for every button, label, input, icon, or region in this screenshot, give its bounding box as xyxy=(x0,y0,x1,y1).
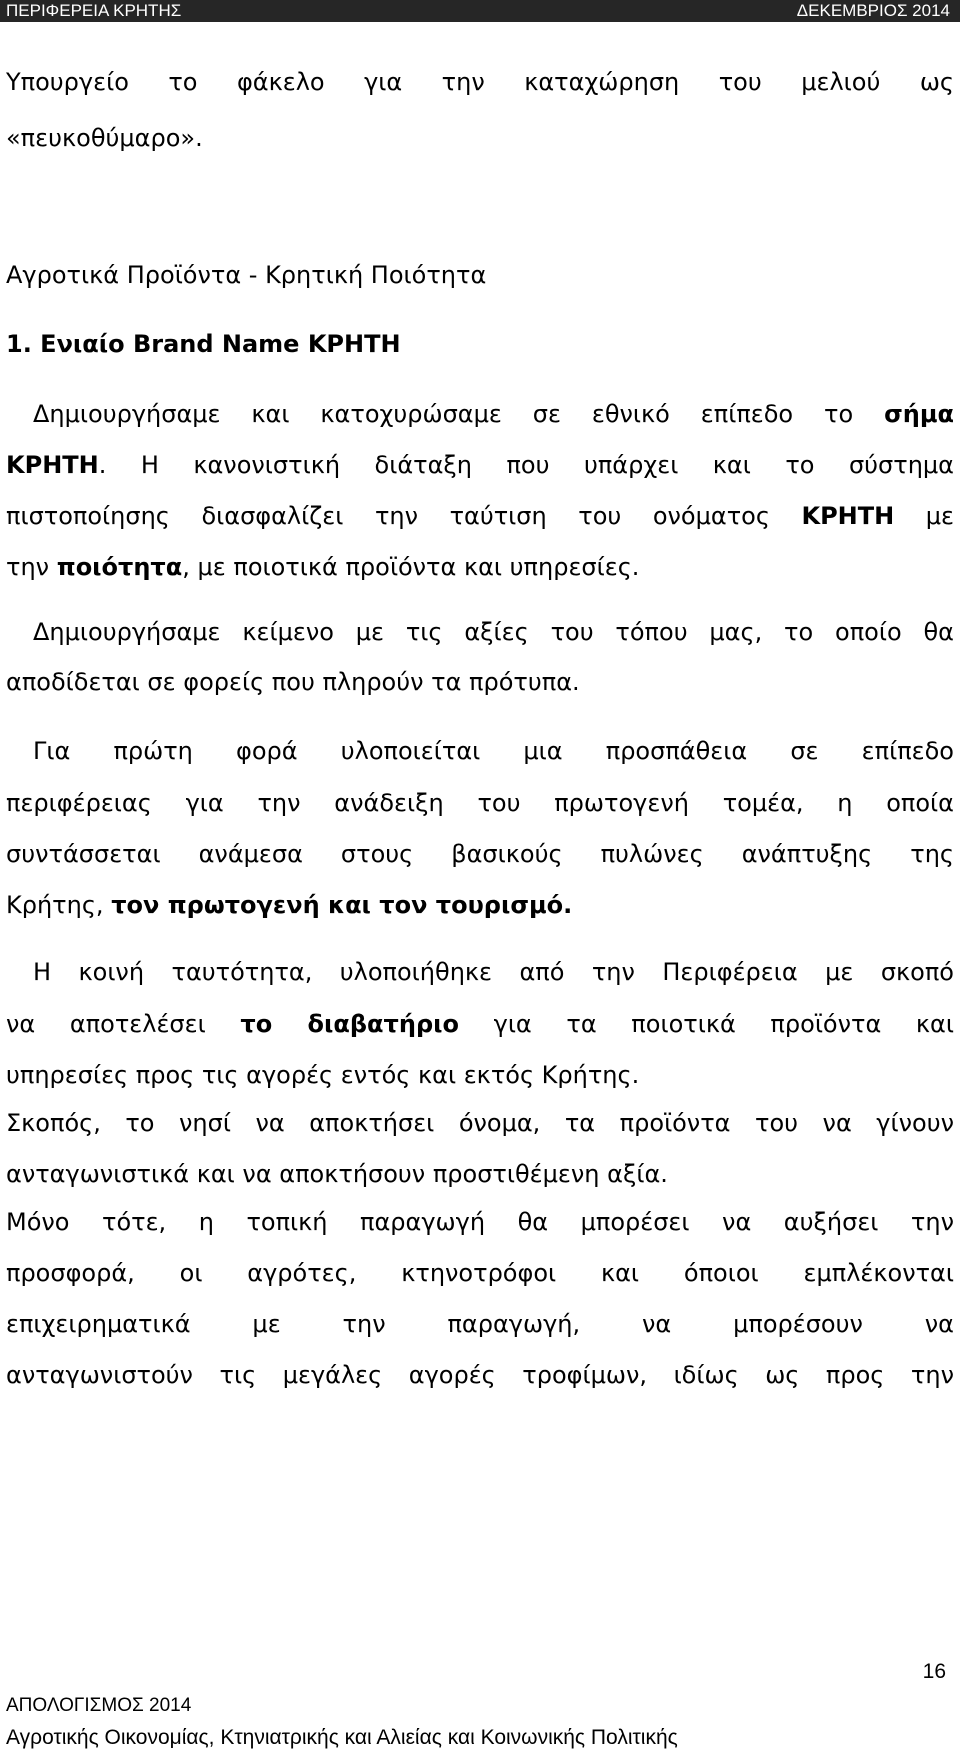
text-line: να αποτελέσει το διαβατήριο για τα ποιοτικά προϊόντα και xyxy=(6,1010,955,1038)
text-line: Κρήτης, τον πρωτογενή και τον τουρισμό. xyxy=(6,891,573,919)
text-line: Δημιουργήσαμε κείμενο με τις αξίες του τόπου μας, το οποίο θα xyxy=(33,618,954,646)
text-line: υπηρεσίες προς τις αγορές εντός και εκτός Κρήτης. xyxy=(6,1061,640,1089)
footer-report-label: ΑΠΟΛΟΓΙΣΜΟΣ 2014 xyxy=(6,1695,192,1716)
subsection-title: 1. Ενιαίο Brand Name ΚΡΗΤΗ xyxy=(6,330,401,358)
text-line: ανταγωνιστικά και να αποκτήσουν προστιθέμενη αξία. xyxy=(6,1160,668,1188)
text-line: περιφέρειας για την ανάδειξη του πρωτογενή τομέα, η οποία xyxy=(6,789,954,817)
text-line: ανταγωνιστούν τις μεγάλες αγορές τροφίμων, ιδίως ως προς την xyxy=(6,1361,954,1389)
header-region: ΠΕΡΙΦΕΡΕΙΑ ΚΡΗΤΗΣ xyxy=(6,1,182,20)
text-line: συντάσσεται ανάμεσα στους βασικούς πυλώνες ανάπτυξης της xyxy=(6,840,954,868)
page-header xyxy=(0,0,960,22)
text-line: «πευκοθύμαρο». xyxy=(6,124,203,152)
page-number: 16 xyxy=(922,1660,946,1683)
text-line: Για πρώτη φορά υλοποιείται μια προσπάθεια σε επίπεδο xyxy=(33,737,954,765)
text-line: ΚΡΗΤΗ. Η κανονιστική διάταξη που υπάρχει και το σύστημα xyxy=(6,451,954,479)
text-line: Δημιουργήσαμε και κατοχυρώσαμε σε εθνικό επίπεδο το σήμα xyxy=(33,400,954,428)
text-line: αποδίδεται σε φορείς που πληρούν τα πρότυπα. xyxy=(6,668,580,696)
text-line: πιστοποίησης διασφαλίζει την ταύτιση του ονόματος ΚΡΗΤΗ με xyxy=(6,502,954,530)
text-line: Σκοπός, το νησί να αποκτήσει όνομα, τα προϊόντα του να γίνουν xyxy=(6,1109,954,1137)
text-line: Μόνο τότε, η τοπική παραγωγή θα μπορέσει να αυξήσει την xyxy=(6,1208,954,1236)
header-date: ΔΕΚΕΜΒΡΙΟΣ 2014 xyxy=(796,1,950,20)
footer-department: Αγροτικής Οικονομίας, Κτηνιατρικής και Αλιείας και Κοινωνικής Πολιτικής xyxy=(6,1726,678,1749)
text-line: προσφορά, οι αγρότες, κτηνοτρόφοι και όποιοι εμπλέκονται xyxy=(6,1259,954,1287)
section-title: Αγροτικά Προϊόντα - Κρητική Ποιότητα xyxy=(6,261,487,289)
text-line: Η κοινή ταυτότητα, υλοποιήθηκε από την Περιφέρεια με σκοπό xyxy=(33,958,954,986)
text-line: την ποιότητα, με ποιοτικά προϊόντα και υπηρεσίες. xyxy=(6,553,640,581)
text-line: Υπουργείο το φάκελο για την καταχώρηση του μελιού ως xyxy=(6,68,954,96)
text-line: επιχειρηματικά με την παραγωγή, να μπορέσουν να xyxy=(6,1310,954,1338)
